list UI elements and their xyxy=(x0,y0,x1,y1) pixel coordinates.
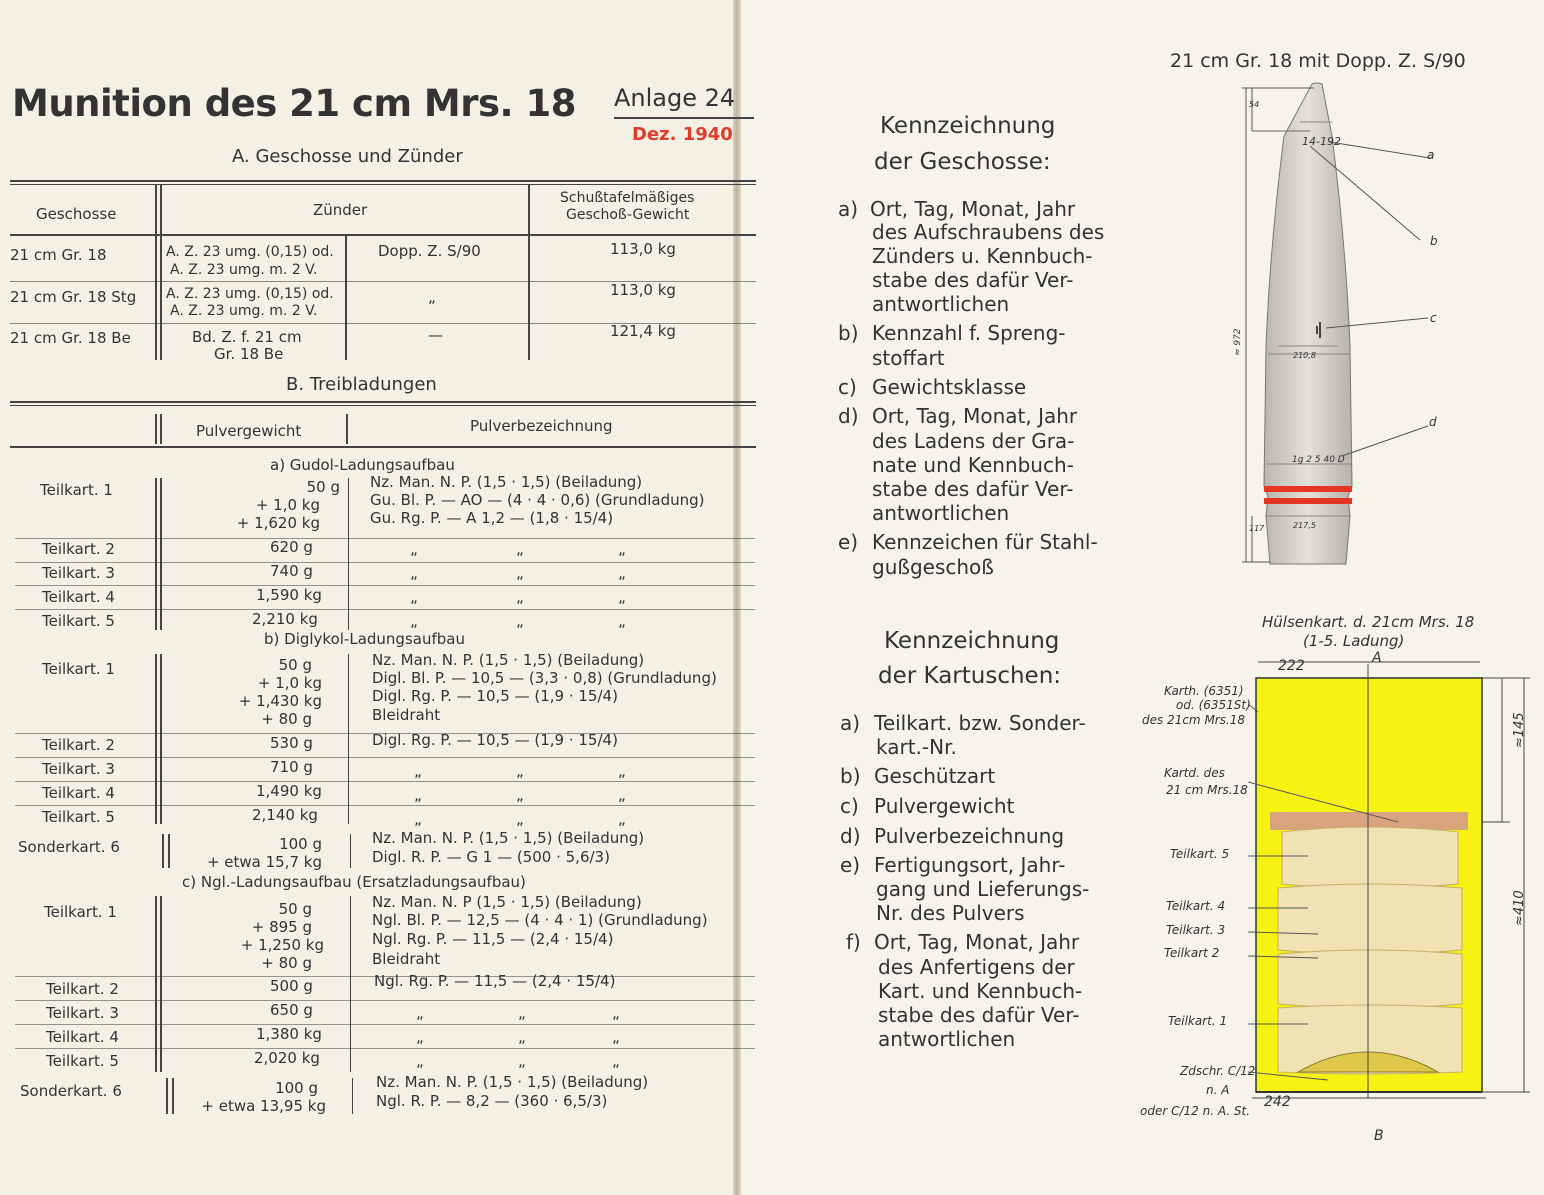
cartridge-drawing xyxy=(1248,652,1538,1102)
ga-row-rule-4 xyxy=(15,609,755,610)
k-d-key: d) xyxy=(840,824,861,848)
table-a-rule-top2 xyxy=(10,184,756,185)
gb-r3-ditto3: „ xyxy=(618,762,626,780)
gc-row-rule-4 xyxy=(15,1048,755,1049)
cart-label-tk3: Teilkart. 3 xyxy=(1166,923,1226,937)
gc-r6-w2: + etwa 13,95 kg xyxy=(201,1097,326,1115)
group-b-vrule-2 xyxy=(348,654,349,824)
table-a-rule-top xyxy=(10,180,756,182)
gc-r6-d2: Ngl. R. P. — 8,2 — (360 · 6,5/3) xyxy=(376,1092,608,1110)
g-a-l1: Ort, Tag, Monat, Jahr xyxy=(870,197,1076,221)
table-a-vrule-1b xyxy=(160,185,162,360)
gc-r5-ditto2: „ xyxy=(518,1052,526,1070)
g-b-l2: stoffart xyxy=(872,346,945,370)
table-b-head-vrule-1 xyxy=(155,414,157,444)
k-c-l1: Pulvergewicht xyxy=(874,794,1015,818)
anlage-underline xyxy=(614,117,754,119)
k-e-key: e) xyxy=(840,853,861,877)
cart-label-zd-3: oder C/12 n. A. St. xyxy=(1140,1104,1251,1118)
gb-r4-w: 1,490 kg xyxy=(256,782,322,800)
g-a-l3: Zünders u. Kennbuch- xyxy=(872,244,1093,268)
g-d-l4: stabe des dafür Ver- xyxy=(872,477,1074,501)
gc-r5-ditto3: „ xyxy=(612,1052,620,1070)
ga-r3-ditto3: „ xyxy=(618,564,626,582)
geschosse-heading-1: Kennzeichnung xyxy=(880,113,1056,139)
ga-r5-ditto3: „ xyxy=(618,612,626,630)
gc-row-rule-3 xyxy=(15,1024,755,1025)
zuender-row-1a: A. Z. 23 umg. (0,15) od. xyxy=(166,244,334,260)
gc-r1-d2: Ngl. Bl. P. — 12,5 — (4 · 4 · 1) (Grundladung) xyxy=(372,911,708,929)
gc-r1-d1: Nz. Man. N. P (1,5 · 1,5) (Beiladung) xyxy=(372,893,642,911)
shell-ring-1: 210,8 xyxy=(1293,351,1316,360)
gc-r4-ditto1: „ xyxy=(416,1028,424,1046)
gb-r1-w3: + 1,430 kg xyxy=(238,692,322,710)
geschoss-row-1: 21 cm Gr. 18 xyxy=(10,246,107,264)
table-b-rule-top2 xyxy=(10,405,756,406)
ga-r3-ditto2: „ xyxy=(516,564,524,582)
g-e-l2: gußgeschoß xyxy=(872,555,994,579)
date-stamp: Dez. 1940 xyxy=(632,124,733,145)
zuender-row-1b: A. Z. 23 umg. m. 2 V. xyxy=(170,262,318,278)
gc-r1-name: Teilkart. 1 xyxy=(44,903,117,921)
gb-r1-w4: + 80 g xyxy=(261,710,312,728)
table-b-head-vrule-2 xyxy=(346,414,348,444)
g-a-key: a) xyxy=(838,197,859,221)
cart-dim-145: ≈145 xyxy=(1512,712,1527,748)
gb-r4-name: Teilkart. 4 xyxy=(42,784,115,802)
g-a-l4: stabe des dafür Ver- xyxy=(872,268,1074,292)
g-a-l5: antwortlichen xyxy=(872,292,1010,316)
dopp-row-1: Dopp. Z. S/90 xyxy=(378,242,481,260)
ga-r1-d1: Nz. Man. N. P. (1,5 · 1,5) (Beiladung) xyxy=(370,473,643,491)
gb-r6-vrule-1b xyxy=(168,834,170,868)
shell-ring-3: 217,5 xyxy=(1293,521,1316,530)
ga-r3-w: 740 g xyxy=(270,562,313,580)
anlage-label: Anlage 24 xyxy=(614,84,736,112)
group-c-vrule-1 xyxy=(155,896,157,1072)
gb-r2-d1: Digl. Rg. P. — 10,5 — (1,9 · 15/4) xyxy=(372,731,618,749)
gc-r4-ditto2: „ xyxy=(518,1028,526,1046)
ga-r4-ditto3: „ xyxy=(618,588,626,606)
cart-label-zd-2: n. A xyxy=(1206,1083,1230,1097)
gb-r4-ditto3: „ xyxy=(618,786,626,804)
cart-dim-410: ≈410 xyxy=(1512,890,1527,926)
page-title: Munition des 21 cm Mrs. 18 xyxy=(12,82,576,125)
gb-r5-name: Teilkart. 5 xyxy=(42,808,115,826)
col-geschosse: Geschosse xyxy=(36,205,117,223)
k-f-key: f) xyxy=(846,930,861,954)
k-f-l5: antwortlichen xyxy=(878,1027,1016,1051)
col-pulverbezeichnung: Pulverbezeichnung xyxy=(470,417,613,435)
k-f-l3: Kart. und Kennbuch- xyxy=(878,979,1083,1003)
gb-r3-ditto2: „ xyxy=(516,762,524,780)
shell-length: ≈ 972 xyxy=(1233,328,1243,356)
gb-r2-name: Teilkart. 2 xyxy=(42,736,115,754)
gc-row-rule-2 xyxy=(15,1000,755,1001)
dopp-row-2: „ xyxy=(428,288,436,306)
ga-r4-w: 1,590 kg xyxy=(256,586,322,604)
cart-caption-1: Hülsenkart. d. 21cm Mrs. 18 xyxy=(1262,613,1475,631)
gb-r2-w: 530 g xyxy=(270,734,313,752)
shell-base-dim: 117 xyxy=(1249,524,1265,533)
gc-r6-vrule-1 xyxy=(166,1078,168,1114)
gb-r1-d4: Bleidraht xyxy=(372,706,441,724)
cart-caption-2: (1-5. Ladung) xyxy=(1303,632,1405,650)
gc-r5-w: 2,020 kg xyxy=(254,1049,320,1067)
table-a-rule-head xyxy=(10,234,756,236)
gc-r1-w4: + 80 g xyxy=(261,954,312,972)
gb-r6-vrule-2 xyxy=(350,834,351,868)
ga-row-rule-3 xyxy=(15,585,755,586)
zuender-row-2a: A. Z. 23 umg. (0,15) od. xyxy=(166,286,334,302)
gb-r6-d1: Nz. Man. N. P. (1,5 · 1,5) (Beiladung) xyxy=(372,829,645,847)
gb-r5-ditto2: „ xyxy=(516,810,524,828)
ga-r1-d2: Gu. Bl. P. — AO — (4 · 4 · 0,6) (Grundladung) xyxy=(370,491,705,509)
kartuschen-heading-2: der Kartuschen: xyxy=(878,663,1062,689)
ga-r5-ditto1: „ xyxy=(410,612,418,630)
group-b-vrule-1 xyxy=(155,654,157,824)
cart-b-mark: B xyxy=(1374,1128,1384,1144)
col-pulvergewicht: Pulvergewicht xyxy=(196,422,302,440)
table-a-vrule-2 xyxy=(345,236,347,360)
col-gewicht-2: Geschoß-Gewicht xyxy=(566,207,690,223)
gc-r2-d1: Ngl. Rg. P. — 11,5 — (2,4 · 15/4) xyxy=(374,972,616,990)
gb-r1-d2: Digl. Bl. P. — 10,5 — (3,3 · 0,8) (Grundladung) xyxy=(372,669,717,687)
shell-tip-dim: 54 xyxy=(1249,100,1260,109)
group-a-vrule-2 xyxy=(348,478,349,630)
gewicht-row-1: 113,0 kg xyxy=(610,240,676,258)
section-b-heading: B. Treibladungen xyxy=(286,374,437,395)
group-a-vrule-1b xyxy=(160,478,162,630)
gb-r1-d1: Nz. Man. N. P. (1,5 · 1,5) (Beiladung) xyxy=(372,651,645,669)
cart-top-dim: 222 xyxy=(1278,658,1305,674)
k-f-l1: Ort, Tag, Monat, Jahr xyxy=(874,930,1080,954)
shell-label-c: c xyxy=(1430,311,1437,325)
gb-r5-w: 2,140 kg xyxy=(252,806,318,824)
g-e-l1: Kennzeichen für Stahl- xyxy=(872,530,1098,554)
g-a-l2: des Aufschraubens des xyxy=(872,220,1105,244)
g-b-l1: Kennzahl f. Spreng- xyxy=(872,321,1066,345)
cart-label-karth-1: Karth. (6351) xyxy=(1164,684,1244,698)
gc-r2-w: 500 g xyxy=(270,977,313,995)
zuender-row-3b: Gr. 18 Be xyxy=(214,345,284,363)
shell-ring-2: 1g 2 5 40 D xyxy=(1292,455,1345,465)
k-a-key: a) xyxy=(840,711,861,735)
gc-r6-w1: 100 g xyxy=(275,1079,318,1097)
ga-r1-w1: 50 g xyxy=(306,478,340,496)
cart-label-kartd-1: Kartd. des xyxy=(1164,766,1225,780)
gc-r6-name: Sonderkart. 6 xyxy=(20,1082,122,1100)
k-f-l2: des Anfertigens der xyxy=(878,955,1075,979)
gewicht-row-2: 113,0 kg xyxy=(610,281,676,299)
k-e-l1: Fertigungsort, Jahr- xyxy=(874,853,1066,877)
gc-r1-d3: Ngl. Rg. P. — 11,5 — (2,4 · 15/4) xyxy=(372,930,614,948)
cart-label-karth-2: od. (6351St) xyxy=(1176,698,1251,712)
ga-r3-name: Teilkart. 3 xyxy=(42,564,115,582)
ga-r5-w: 2,210 kg xyxy=(252,610,318,628)
ga-r5-name: Teilkart. 5 xyxy=(42,612,115,630)
gb-r3-ditto1: „ xyxy=(414,762,422,780)
geschoss-row-2: 21 cm Gr. 18 Stg xyxy=(10,288,137,306)
k-e-l3: Nr. des Pulvers xyxy=(876,901,1025,925)
geschosse-heading-2: der Geschosse: xyxy=(874,149,1051,175)
gb-r6-d2: Digl. R. P. — G 1 — (500 · 5,6/3) xyxy=(372,848,610,866)
gb-r5-ditto3: „ xyxy=(618,810,626,828)
ga-r4-ditto2: „ xyxy=(516,588,524,606)
gc-r1-d4: Bleidraht xyxy=(372,950,441,968)
gb-r1-d3: Digl. Rg. P. — 10,5 — (1,9 · 15/4) xyxy=(372,687,618,705)
ga-r1-name: Teilkart. 1 xyxy=(40,481,113,499)
gb-r6-w1: 100 g xyxy=(279,835,322,853)
gc-r6-vrule-1b xyxy=(172,1078,174,1114)
k-e-l2: gang und Lieferungs- xyxy=(876,877,1090,901)
col-gewicht-1: Schußtafelmäßiges xyxy=(560,190,695,206)
ga-r3-ditto1: „ xyxy=(410,564,418,582)
geschoss-row-3: 21 cm Gr. 18 Be xyxy=(10,329,131,347)
gb-row-rule-2 xyxy=(15,757,755,758)
gb-r1-name: Teilkart. 1 xyxy=(42,660,115,678)
table-a-vrule-1 xyxy=(155,185,157,360)
group-b-title: b) Diglykol-Ladungsaufbau xyxy=(264,630,465,648)
g-d-l2: des Ladens der Gra- xyxy=(872,429,1075,453)
ga-r2-ditto2: „ xyxy=(516,540,524,558)
shell-figure-caption: 21 cm Gr. 18 mit Dopp. Z. S/90 xyxy=(1170,50,1466,72)
gc-r3-w: 650 g xyxy=(270,1001,313,1019)
gc-r1-w3: + 1,250 kg xyxy=(240,936,324,954)
ga-r2-name: Teilkart. 2 xyxy=(42,540,115,558)
group-c-vrule-2 xyxy=(350,896,351,1072)
group-c-title: c) Ngl.-Ladungsaufbau (Ersatzladungsaufbau) xyxy=(182,873,526,891)
gb-r6-w2: + etwa 15,7 kg xyxy=(206,853,322,871)
k-b-l1: Geschützart xyxy=(874,764,996,788)
cart-label-kartd-2: 21 cm Mrs.18 xyxy=(1166,783,1248,797)
ga-row-rule-1 xyxy=(15,538,755,539)
gc-r3-ditto3: „ xyxy=(612,1004,620,1022)
k-f-l4: stabe des dafür Ver- xyxy=(878,1003,1080,1027)
gc-r1-w2: + 895 g xyxy=(251,918,312,936)
gb-r4-ditto1: „ xyxy=(414,786,422,804)
ga-r5-ditto2: „ xyxy=(516,612,524,630)
cart-label-tk4: Teilkart. 4 xyxy=(1166,899,1226,913)
k-b-key: b) xyxy=(840,764,861,788)
shell-label-d: d xyxy=(1429,415,1437,429)
cart-label-zd-1: Zdschr. C/12 xyxy=(1180,1064,1256,1078)
g-b-key: b) xyxy=(838,321,859,345)
ga-r1-w2: + 1,0 kg xyxy=(255,496,320,514)
gc-r2-name: Teilkart. 2 xyxy=(46,980,119,998)
table-b-rule-top xyxy=(10,401,756,403)
group-c-vrule-1b xyxy=(160,896,162,1072)
gc-r5-name: Teilkart. 5 xyxy=(46,1052,119,1070)
gb-row-rule-4 xyxy=(15,805,755,806)
gb-r4-ditto2: „ xyxy=(516,786,524,804)
g-d-key: d) xyxy=(838,404,859,428)
gc-r3-ditto2: „ xyxy=(518,1004,526,1022)
gb-row-rule-3 xyxy=(15,781,755,782)
cart-a-mark: A xyxy=(1372,650,1382,666)
gc-r4-name: Teilkart. 4 xyxy=(46,1028,119,1046)
ga-r2-ditto1: „ xyxy=(410,540,418,558)
gc-r6-d1: Nz. Man. N. P. (1,5 · 1,5) (Beiladung) xyxy=(376,1073,649,1091)
k-a-l2: kart.-Nr. xyxy=(876,735,957,759)
table-a-vrule-3 xyxy=(528,185,530,360)
g-d-l5: antwortlichen xyxy=(872,501,1010,525)
group-a-title: a) Gudol-Ladungsaufbau xyxy=(270,456,455,474)
gb-r5-ditto1: „ xyxy=(414,810,422,828)
ga-r1-d3: Gu. Rg. P. — A 1,2 — (1,8 · 15/4) xyxy=(370,509,614,527)
gc-r1-w1: 50 g xyxy=(278,900,312,918)
ga-row-rule-2 xyxy=(15,562,755,563)
gc-r3-ditto1: „ xyxy=(416,1004,424,1022)
gb-r3-w: 710 g xyxy=(270,758,313,776)
ga-r2-ditto3: „ xyxy=(618,540,626,558)
shell-label-b: b xyxy=(1430,234,1438,248)
g-d-l3: nate und Kennbuch- xyxy=(872,453,1074,477)
g-c-key: c) xyxy=(838,375,857,399)
gb-r6-vrule-1 xyxy=(162,834,164,868)
section-a-heading: A. Geschosse und Zünder xyxy=(232,146,463,167)
cart-label-tk2: Teilkart 2 xyxy=(1164,946,1220,960)
gc-r3-name: Teilkart. 3 xyxy=(46,1004,119,1022)
k-a-l1: Teilkart. bzw. Sonder- xyxy=(874,711,1086,735)
g-c-l1: Gewichtsklasse xyxy=(872,375,1027,399)
ga-r2-w: 620 g xyxy=(270,538,313,556)
gc-r5-ditto1: „ xyxy=(416,1052,424,1070)
k-d-l1: Pulverbezeichnung xyxy=(874,824,1065,848)
gc-r6-vrule-2 xyxy=(352,1078,353,1114)
cart-label-tk5: Teilkart. 5 xyxy=(1170,847,1230,861)
col-zuender: Zünder xyxy=(313,201,368,219)
gb-r1-w1: 50 g xyxy=(278,656,312,674)
cart-label-karth-3: des 21cm Mrs.18 xyxy=(1142,713,1246,727)
table-b-rule-head xyxy=(10,446,756,448)
gb-r6-name: Sonderkart. 6 xyxy=(18,838,120,856)
cart-label-tk1: Teilkart. 1 xyxy=(1168,1014,1228,1028)
table-b-head-vrule-1b xyxy=(160,414,162,444)
ga-r4-name: Teilkart. 4 xyxy=(42,588,115,606)
dopp-row-3: — xyxy=(428,326,443,344)
shell-label-a: a xyxy=(1427,148,1435,162)
group-a-vrule-1 xyxy=(155,478,157,630)
k-c-key: c) xyxy=(840,794,859,818)
gc-r4-ditto3: „ xyxy=(612,1028,620,1046)
gc-r4-w: 1,380 kg xyxy=(256,1025,322,1043)
gb-r1-w2: + 1,0 kg xyxy=(257,674,322,692)
zuender-row-2b: A. Z. 23 umg. m. 2 V. xyxy=(170,303,318,319)
g-e-key: e) xyxy=(838,530,859,554)
gewicht-row-3: 121,4 kg xyxy=(610,322,676,340)
gb-r3-name: Teilkart. 3 xyxy=(42,760,115,778)
shell-mark: 14-192 xyxy=(1302,135,1341,148)
g-d-l1: Ort, Tag, Monat, Jahr xyxy=(872,404,1078,428)
zuender-row-3a: Bd. Z. f. 21 cm xyxy=(192,328,302,346)
cart-bottom-dim: 242 xyxy=(1264,1094,1291,1110)
group-b-vrule-1b xyxy=(160,654,162,824)
ga-r1-w3: + 1,620 kg xyxy=(236,514,320,532)
kartuschen-heading-1: Kennzeichnung xyxy=(884,628,1060,654)
ga-r4-ditto1: „ xyxy=(410,588,418,606)
